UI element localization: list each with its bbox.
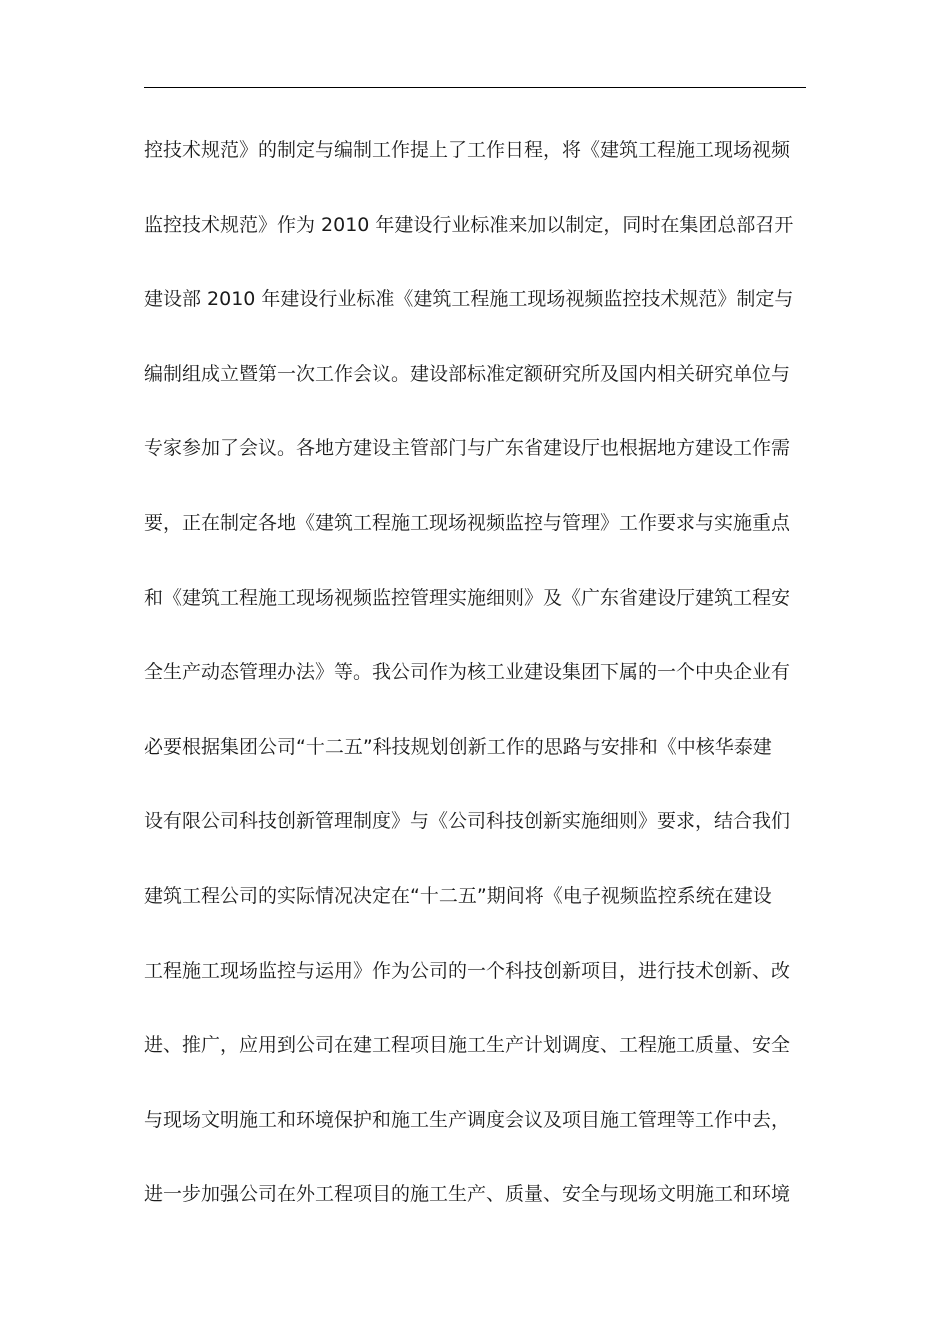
text-line: 全生产动态管理办法》等。我公司作为核工业建设集团下属的一个中央企业有 [144, 661, 791, 684]
text-line: 工程施工现场监控与运用》作为公司的一个科技创新项目，进行技术创新、改 [144, 959, 791, 982]
text-line: 进一步加强公司在外工程项目的施工生产、质量、安全与现场文明施工和环境 [144, 1183, 791, 1206]
body-paragraph [144, 130, 806, 1249]
text-line: 编制组成立暨第一次工作会议。建设部标准定额研究所及国内相关研究单位与 [144, 362, 791, 385]
header-rule [144, 87, 806, 88]
text-line: 必要根据集团公司“十二五”科技规划创新工作的思路与安排和《中核华泰建 [144, 735, 772, 758]
text-line: 监控技术规范》作为 2010 年建设行业标准来加以制定，同时在集团总部召开 [144, 213, 794, 236]
text-line: 控技术规范》的制定与编制工作提上了工作日程，将《建筑工程施工现场视频 [144, 139, 791, 161]
text-line: 与现场文明施工和环境保护和施工生产调度会议及项目施工管理等工作中去， [144, 1108, 791, 1131]
text-line: 要，正在制定各地《建筑工程施工现场视频监控与管理》工作要求与实施重点 [144, 511, 791, 534]
text-line: 建筑工程公司的实际情况决定在“十二五”期间将《电子视频监控系统在建设 [144, 884, 772, 907]
text-line: 建设部 2010 年建设行业标准《建筑工程施工现场视频监控技术规范》制定与 [144, 288, 794, 311]
text-line: 进、推广，应用到公司在建工程项目施工生产计划调度、工程施工质量、安全 [144, 1034, 791, 1057]
text-line: 和《建筑工程施工现场视频监控管理实施细则》及《广东省建设厅建筑工程安 [144, 586, 791, 609]
text-line: 专家参加了会议。各地方建设主管部门与广东省建设厅也根据地方建设工作需 [144, 437, 791, 460]
text-line: 设有限公司科技创新管理制度》与《公司科技创新实施细则》要求，结合我们 [144, 810, 791, 833]
